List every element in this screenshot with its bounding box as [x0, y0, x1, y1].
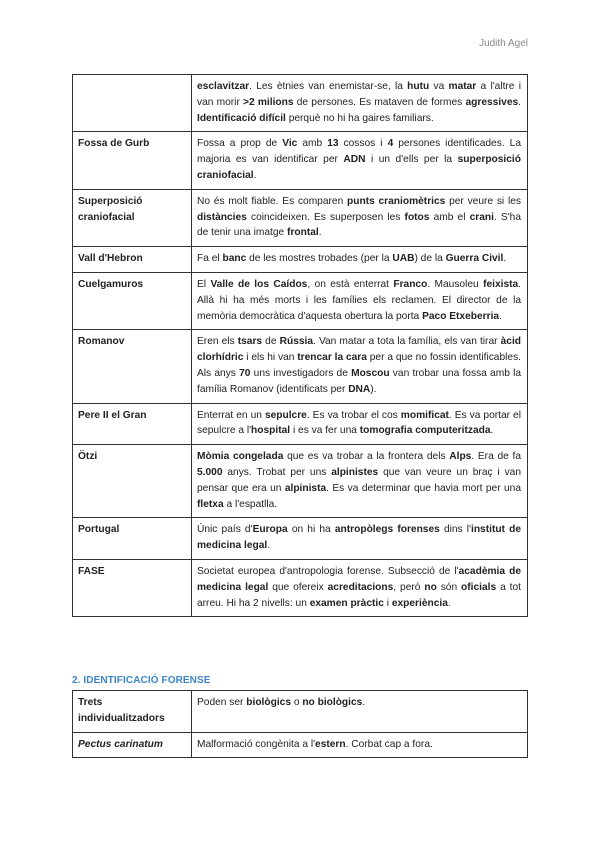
row-term: Trets individualitzadors [73, 691, 192, 733]
table-row [73, 445, 528, 518]
row-term: Superposició craniofacial [73, 189, 192, 246]
highlighted-text: fletxa [197, 498, 224, 510]
text-segment: cossos i [338, 138, 388, 150]
highlighted-text: agressives [465, 96, 519, 108]
text-segment: i [383, 597, 392, 609]
row-description [192, 330, 528, 403]
author-name: Judith Agel [479, 38, 528, 49]
highlighted-text: fotos [404, 211, 430, 223]
highlighted-text: biològics [246, 697, 291, 708]
highlighted-text: 13 [327, 138, 339, 150]
text-segment: i un d'ells per la [365, 154, 458, 166]
highlighted-text: Identificació difícil [197, 112, 286, 124]
highlighted-text: examen pràctic [309, 597, 384, 609]
table-row [73, 75, 528, 132]
text-segment: que van veure un braç i van pensar que era un [197, 466, 521, 494]
table-row [73, 559, 528, 616]
text-segment: Enterrat en un [197, 409, 265, 421]
highlighted-text: experiència [391, 597, 448, 609]
highlighted-text: trencar la cara [297, 352, 367, 364]
highlighted-text: acreditacions [327, 581, 394, 593]
text-segment: . Era de fa [471, 451, 521, 463]
section-heading: 2. IDENTIFICACIÓ FORENSE [72, 675, 211, 686]
row-description [192, 272, 528, 329]
highlighted-text: hospital [251, 425, 291, 437]
table-row [73, 330, 528, 403]
text-segment: No és molt fiable. Es comparen [197, 195, 348, 207]
highlighted-text: Guerra Civil [445, 253, 504, 265]
text-segment: Societat europea d'antropologia forense. Subsecció de l' [197, 565, 459, 577]
text-segment: Únic país d' [197, 524, 253, 536]
row-description [192, 403, 528, 445]
highlighted-text: matar [448, 81, 477, 92]
text-segment: . S'ha de tenir una imatge [197, 211, 521, 239]
table-row [73, 247, 528, 273]
text-segment: . [499, 310, 502, 322]
text-segment: de persones. Es mataven de formes [293, 96, 466, 108]
highlighted-text: no biològics [302, 697, 363, 708]
text-segment: ). [370, 383, 377, 395]
text-segment: de les mostres trobades (per la [246, 253, 393, 265]
highlighted-text: Moscou [351, 367, 390, 379]
text-segment: , però [393, 581, 425, 593]
text-segment: . Allà hi ha més morts i les famílies els reclamen. El director de la memòria democràtica d'aquesta obertura la porta [197, 278, 522, 322]
text-segment: uns investigadors de [250, 367, 352, 379]
highlighted-text: Rússia [279, 336, 314, 348]
row-term: Fossa de Gurb [73, 132, 192, 189]
table-row [73, 272, 528, 329]
row-term: FASE [73, 559, 192, 616]
text-segment: ) de la [414, 253, 446, 265]
row-term: Pere II el Gran [73, 403, 192, 445]
highlighted-text: alpinista [284, 482, 327, 494]
highlighted-text: Alps [449, 451, 472, 463]
text-segment: . Corbat cap a fora. [345, 738, 433, 750]
table-row [73, 691, 528, 733]
table-row [73, 403, 528, 445]
highlighted-text: Paco Etxeberria [422, 310, 500, 322]
highlighted-text: institut de medicina legal [197, 524, 521, 552]
row-term: Romanov [73, 330, 192, 403]
highlighted-text: no [424, 581, 437, 593]
text-segment: Poden ser [197, 697, 247, 708]
highlighted-text: Franco [393, 278, 428, 290]
text-segment: . Les ètnies van enemistar-se, la [249, 81, 408, 92]
highlighted-text: frontal [287, 227, 319, 239]
highlighted-text: Mòmia congelada [197, 451, 284, 463]
text-segment: . Van matar a tota la família, els van tirar [313, 336, 501, 348]
text-segment: . Es va trobar el cos [306, 409, 401, 421]
row-description [192, 445, 528, 518]
text-segment: i els hi van [243, 352, 298, 364]
text-segment: persones identificades. La majoria es van identificar per [197, 138, 521, 166]
row-description [192, 132, 528, 189]
text-segment: . Es va portar el sepulcre a l' [197, 409, 521, 437]
highlighted-text: àcid clorhídric [197, 336, 521, 364]
text-segment: de [262, 336, 280, 348]
text-segment: Malformació congènita a l' [197, 738, 316, 750]
highlighted-text: superposició craniofacial [197, 154, 521, 181]
text-segment: amb [297, 138, 328, 150]
row-term: Portugal [73, 518, 192, 560]
text-segment: Fossa a prop de [197, 138, 283, 150]
text-segment: van trobar una fossa amb la família Romanov (identificats per [197, 367, 521, 395]
highlighted-text: feixista [483, 278, 519, 290]
highlighted-text: punts craniomètrics [347, 195, 446, 207]
row-description [192, 732, 528, 758]
text-segment: . Mausoleu [427, 278, 484, 290]
text-segment: . [318, 227, 322, 239]
highlighted-text: tsars [237, 336, 263, 348]
highlighted-text: acadèmia de medicina legal [197, 565, 521, 593]
highlighted-text: crani [469, 211, 494, 223]
table-row [73, 518, 528, 560]
highlighted-text: oficials [461, 581, 497, 593]
text-segment: anys. Trobat per uns [222, 466, 332, 478]
highlighted-text: distàncies [197, 211, 247, 223]
highlighted-text: ADN [343, 154, 366, 166]
highlighted-text: DNA [348, 383, 371, 395]
highlighted-text: alpinistes [331, 466, 379, 478]
row-term: Pectus carinatum [73, 732, 192, 758]
glossary-table [72, 74, 528, 617]
row-description [192, 518, 528, 560]
highlighted-text: sepulcre [264, 409, 307, 421]
table-row [73, 732, 528, 758]
highlighted-text: Vic [282, 138, 298, 150]
highlighted-text: antropòlegs forenses [334, 524, 440, 536]
text-segment: on hi ha [287, 524, 335, 536]
text-segment: Eren els [197, 336, 238, 348]
highlighted-text: tomografia computeritzada [359, 425, 491, 437]
text-segment: . Es va determinar que havia mort per una [326, 482, 522, 494]
text-segment: a l'espatlla. [223, 498, 278, 510]
text-segment: . [267, 540, 271, 552]
text-segment: . [490, 425, 494, 437]
row-term: Vall d'Hebron [73, 247, 192, 273]
row-description [192, 559, 528, 616]
highlighted-text: 70 [239, 367, 251, 379]
highlighted-text: 4 [387, 138, 394, 150]
text-segment: amb el [429, 211, 470, 223]
text-segment: són [436, 581, 462, 593]
text-segment: Fa el [197, 253, 223, 265]
text-segment: va [429, 81, 449, 92]
text-segment: que ofereix [268, 581, 328, 593]
text-segment: . [447, 597, 451, 609]
row-description [192, 75, 528, 132]
row-description [192, 189, 528, 246]
text-segment: . [518, 96, 521, 108]
text-segment: El [197, 278, 211, 290]
text-segment: que es va trobar a la frontera dels [283, 451, 450, 463]
text-segment: . [503, 253, 507, 265]
text-segment: perquè no hi ha gaires familiars. [285, 112, 434, 124]
highlighted-text: 5.000 [197, 466, 223, 478]
text-segment: dins l' [439, 524, 471, 536]
highlighted-text: momificat [400, 409, 449, 421]
highlighted-text: Europa [252, 524, 288, 536]
text-segment: a l'altre i van morir [197, 81, 521, 108]
highlighted-text: banc [222, 253, 247, 265]
highlighted-text: esclavitzar [197, 81, 250, 92]
row-description [192, 247, 528, 273]
text-segment: a tot arreu. Hi ha 2 nivells: un [197, 581, 521, 609]
highlighted-text: Valle de los Caídos [210, 278, 308, 290]
text-segment: coincideixen. Es superposen les [246, 211, 405, 223]
text-segment: . [253, 169, 257, 181]
highlighted-text: UAB [392, 253, 415, 265]
text-segment: i es va fer una [290, 425, 360, 437]
highlighted-text: >2 milions [243, 96, 294, 108]
text-segment: . [362, 697, 366, 708]
row-term: Cuelgamuros [73, 272, 192, 329]
text-segment: per a que no fossin identificables. Als anys [197, 352, 521, 379]
row-term [73, 75, 192, 132]
highlighted-text: hutu [407, 81, 430, 92]
text-segment: o [291, 697, 303, 708]
table-row [73, 189, 528, 246]
row-description [192, 691, 528, 733]
table-row [73, 132, 528, 189]
text-segment: , on està enterrat [307, 278, 394, 290]
row-term: Ötzi [73, 445, 192, 518]
text-segment: per veure si les [445, 195, 521, 207]
highlighted-text: estern [315, 738, 346, 750]
identification-table [72, 690, 528, 758]
